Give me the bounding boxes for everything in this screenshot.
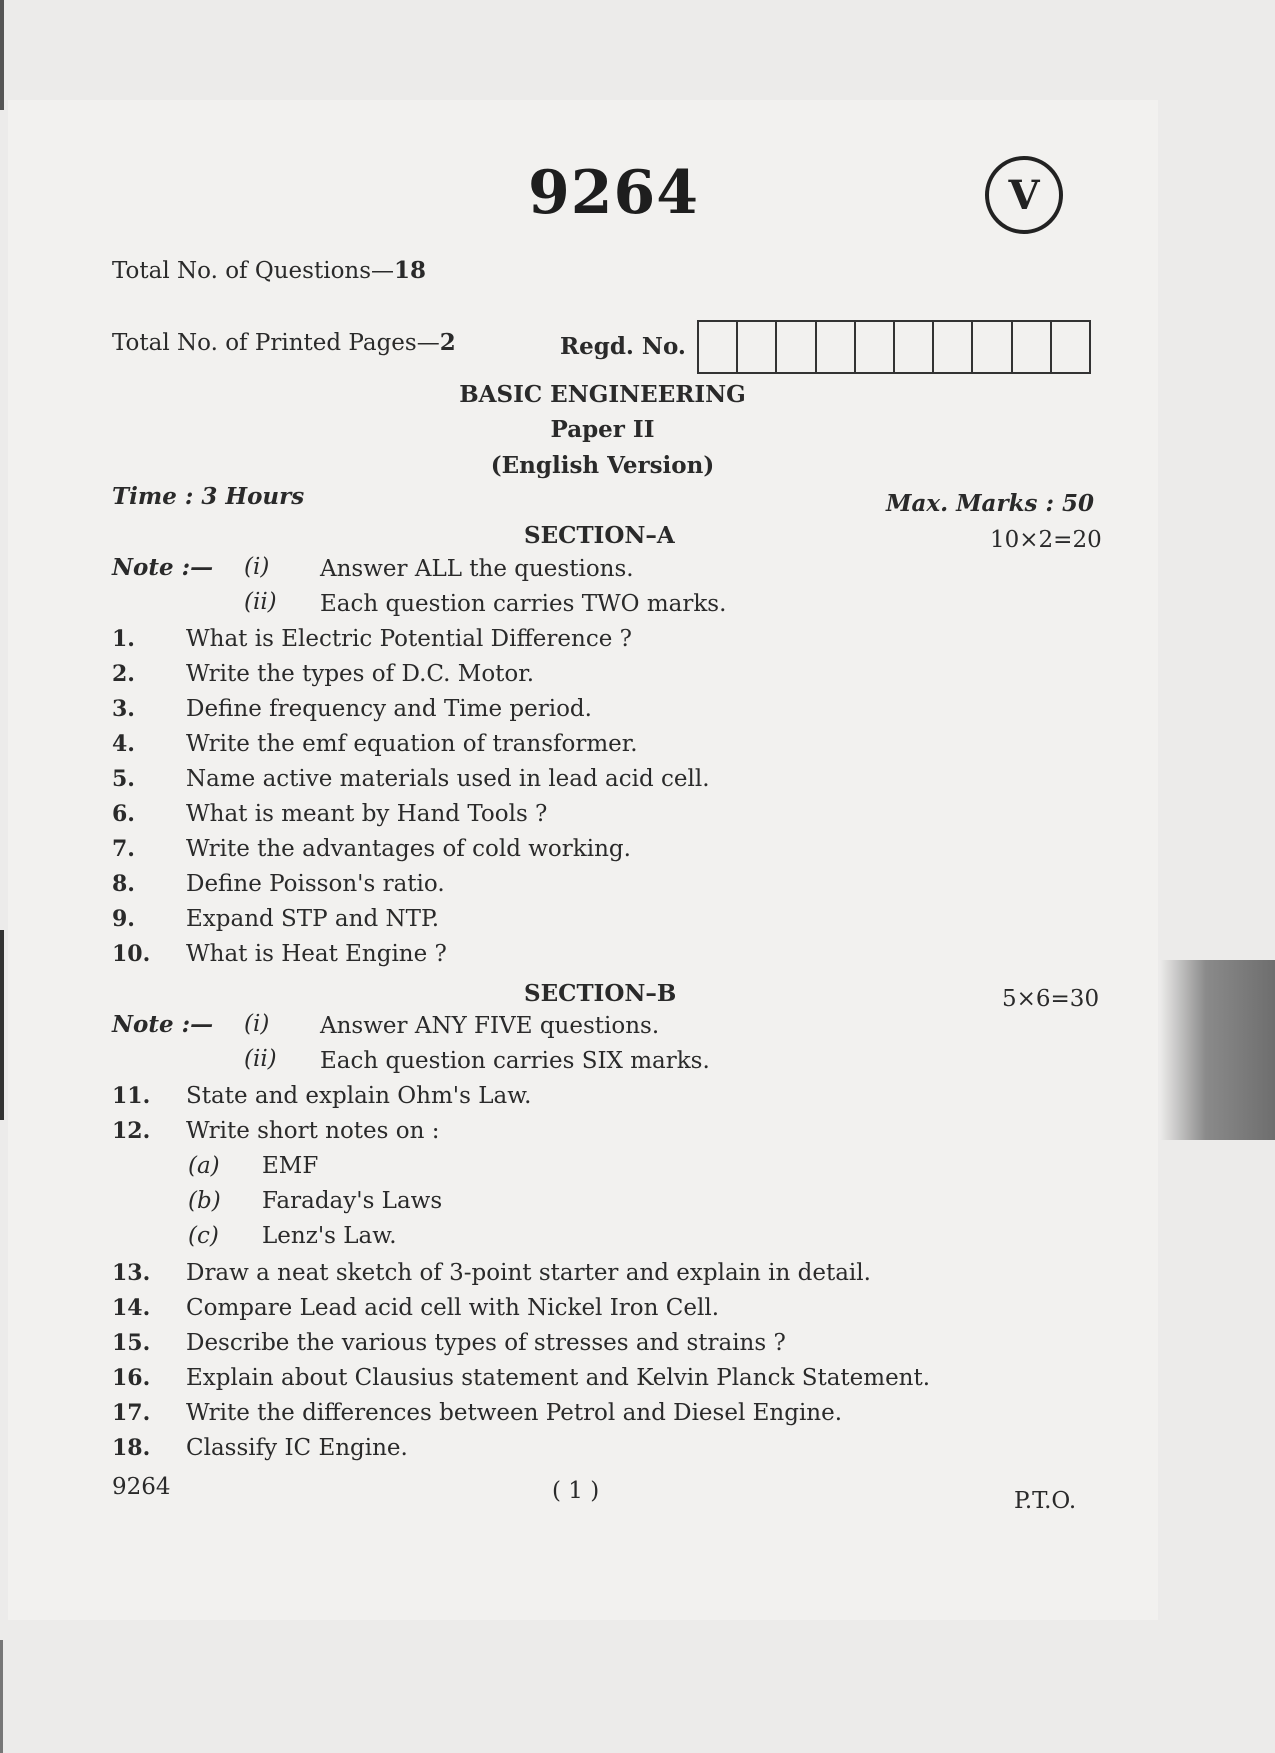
question-text: Write the emf equation of transformer. xyxy=(186,731,638,757)
regd-cell[interactable] xyxy=(738,322,777,372)
question-text: Write short notes on : xyxy=(186,1118,440,1144)
section-b-note-label: Note :— xyxy=(112,1011,214,1038)
page-number: ( 1 ) xyxy=(552,1478,600,1504)
question-number: 9. xyxy=(112,906,135,932)
question-text: Classify IC Engine. xyxy=(186,1435,408,1461)
section-a-marks: 10×2=20 xyxy=(990,527,1102,553)
subpart-text: EMF xyxy=(262,1153,319,1179)
set-letter: V xyxy=(1008,171,1040,219)
total-pages: Total No. of Printed Pages—2 xyxy=(112,329,456,356)
question-number: 8. xyxy=(112,871,135,897)
question-number: 13. xyxy=(112,1260,151,1286)
note-text: Answer ANY FIVE questions. xyxy=(320,1013,660,1039)
scan-shadow xyxy=(1160,960,1275,1140)
note-num: (ii) xyxy=(244,1046,277,1072)
question-text: Explain about Clausius statement and Kelvin Planck Statement. xyxy=(186,1365,931,1391)
scan-edge xyxy=(0,0,4,110)
note-num: (i) xyxy=(244,1011,270,1037)
subpart-number: (a) xyxy=(188,1153,220,1179)
note-num: (i) xyxy=(244,554,270,580)
question-number: 17. xyxy=(112,1400,151,1426)
section-a-note-label: Note :— xyxy=(112,554,214,581)
question-number: 3. xyxy=(112,696,135,722)
note-text: Each question carries SIX marks. xyxy=(320,1048,710,1074)
time-allowed: Time : 3 Hours xyxy=(112,483,305,510)
regd-cell[interactable] xyxy=(1052,322,1089,372)
question-number: 2. xyxy=(112,661,135,687)
question-text: Define frequency and Time period. xyxy=(186,696,592,722)
question-text: Write the differences between Petrol and Diesel Engine. xyxy=(186,1400,843,1426)
footer-code: 9264 xyxy=(112,1474,171,1500)
section-a-heading: SECTION–A xyxy=(524,522,675,549)
question-number: 15. xyxy=(112,1330,151,1356)
scan-edge xyxy=(0,930,4,1120)
question-text: Compare Lead acid cell with Nickel Iron Cell. xyxy=(186,1295,720,1321)
question-text: What is Heat Engine ? xyxy=(186,941,447,967)
question-number: 14. xyxy=(112,1295,151,1321)
question-number: 1. xyxy=(112,626,135,652)
regd-cell[interactable] xyxy=(817,322,856,372)
question-text: Write the types of D.C. Motor. xyxy=(186,661,535,687)
subpart-number: (c) xyxy=(188,1223,219,1249)
note-num: (ii) xyxy=(244,589,277,615)
section-b-marks: 5×6=30 xyxy=(1002,986,1100,1012)
regd-cell[interactable] xyxy=(1013,322,1052,372)
question-text: Write the advantages of cold working. xyxy=(186,836,631,862)
subpart-text: Faraday's Laws xyxy=(262,1188,443,1214)
question-number: 18. xyxy=(112,1435,151,1461)
question-text: What is Electric Potential Difference ? xyxy=(186,626,632,652)
subpart-number: (b) xyxy=(188,1188,221,1214)
question-number: 11. xyxy=(112,1083,151,1109)
question-number: 12. xyxy=(112,1118,151,1144)
regd-cell[interactable] xyxy=(973,322,1012,372)
subpart-text: Lenz's Law. xyxy=(262,1223,397,1249)
paper-code: 9264 xyxy=(528,158,699,228)
question-number: 7. xyxy=(112,836,135,862)
question-text: Draw a neat sketch of 3-point starter and explain in detail. xyxy=(186,1260,871,1286)
set-badge xyxy=(985,156,1063,234)
question-text: State and explain Ohm's Law. xyxy=(186,1083,532,1109)
regd-cell[interactable] xyxy=(777,322,816,372)
question-number: 6. xyxy=(112,801,135,827)
subject-title: BASIC ENGINEERING xyxy=(459,381,746,408)
question-number: 4. xyxy=(112,731,135,757)
section-b-heading: SECTION–B xyxy=(524,980,677,1007)
question-text: Describe the various types of stresses and strains ? xyxy=(186,1330,786,1356)
max-marks: Max. Marks : 50 xyxy=(886,490,1094,517)
question-text: Expand STP and NTP. xyxy=(186,906,440,932)
question-text: Define Poisson's ratio. xyxy=(186,871,445,897)
regd-number-boxes[interactable] xyxy=(697,320,1091,374)
scan-edge xyxy=(0,1640,3,1753)
pto-label: P.T.O. xyxy=(1014,1488,1077,1514)
note-text: Each question carries TWO marks. xyxy=(320,591,727,617)
question-number: 5. xyxy=(112,766,135,792)
question-number: 10. xyxy=(112,941,151,967)
note-text: Answer ALL the questions. xyxy=(320,556,634,582)
regd-cell[interactable] xyxy=(699,322,738,372)
question-text: Name active materials used in lead acid cell. xyxy=(186,766,710,792)
regd-cell[interactable] xyxy=(856,322,895,372)
version: (English Version) xyxy=(490,452,715,479)
regd-label: Regd. No. xyxy=(560,333,686,360)
question-text: What is meant by Hand Tools ? xyxy=(186,801,548,827)
regd-cell[interactable] xyxy=(934,322,973,372)
regd-cell[interactable] xyxy=(895,322,934,372)
question-number: 16. xyxy=(112,1365,151,1391)
total-questions: Total No. of Questions—18 xyxy=(112,257,427,284)
paper-number: Paper II xyxy=(550,416,655,443)
